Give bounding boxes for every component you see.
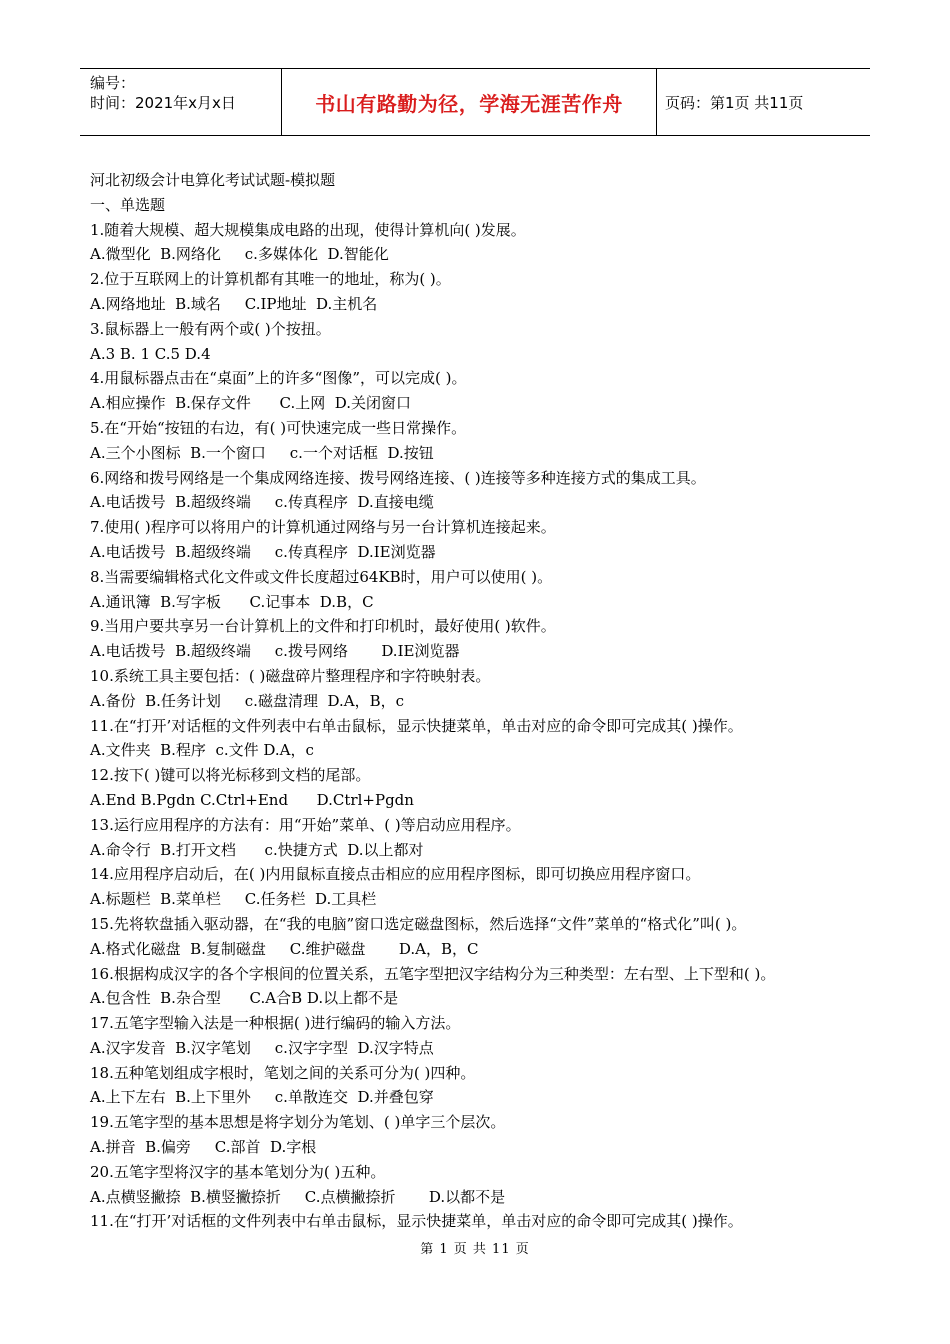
question-line: 6.网络和拨号网络是一个集成网络连接、拨号网络连接、( )连接等多种连接方式的集成工具。: [90, 468, 706, 487]
options-line: A.点横竖撇捺 B.横竖撇捺折 C.点横撇捺折 D.以都不是: [90, 1187, 506, 1206]
question-line: 15.先将软盘插入驱动器，在“我的电脑”窗口选定磁盘图标，然后选择“文件”菜单的“格式化”叫( )。: [90, 914, 747, 933]
options-line: A.汉字发音 B.汉字笔划 c.汉字字型 D.汉字特点: [90, 1038, 434, 1057]
options-line: A.包含性 B.杂合型 C.A合B D.以上都不是: [90, 989, 399, 1008]
section-heading: 一、单选题: [90, 195, 166, 214]
document-title: 河北初级会计电算化考试试题-模拟题: [90, 171, 336, 189]
question-line: 1.随着大规模、超大规模集成电路的出现，使得计算机向( )发展。: [90, 220, 526, 239]
options-line: A.微型化 B.网络化 c.多媒体化 D.智能化: [90, 245, 389, 264]
options-line: A.相应操作 B.保存文件 C.上网 D.关闭窗口: [90, 394, 412, 413]
question-line: 19.五笔字型的基本思想是将字划分为笔划、( )单字三个层次。: [90, 1113, 506, 1132]
options-line: A.3 B. 1 C.5 D.4: [90, 344, 211, 363]
options-line: A.格式化磁盘 B.复制磁盘 C.维护磁盘 D.A，B，C: [90, 939, 479, 958]
question-line: 10.系统工具主要包括：( )磁盘碎片整理程序和字符映射表。: [90, 666, 491, 685]
question-line: 20.五笔字型将汉字的基本笔划分为( )五种。: [90, 1162, 386, 1181]
question-line: 11.在“打开’对话框的文件列表中右单击鼠标，显示快捷菜单，单击对应的命令即可完成其( )操作。: [90, 716, 743, 735]
page-footer: 第 1 页 共 11 页: [420, 1242, 530, 1257]
question-line: 13.运行应用程序的方法有：用“开始”菜单、( )等启动应用程序。: [90, 815, 521, 834]
options-line: A.备份 B.任务计划 c.磁盘清理 D.A，B，c: [90, 691, 404, 710]
options-line: A.End B.Pgdn C.Ctrl+End D.Ctrl+Pgdn: [90, 790, 414, 809]
options-line: A.拼音 B.偏旁 C.部首 D.字根: [90, 1138, 317, 1157]
options-line: A.三个小图标 B.一个窗口 c.一个对话框 D.按钮: [90, 443, 434, 462]
options-line: A.命令行 B.打开文档 c.快捷方式 D.以上都对: [90, 840, 424, 859]
options-line: A.上下左右 B.上下里外 c.单散连交 D.并叠包穿: [90, 1088, 434, 1107]
question-line: 2.位于互联网上的计算机都有其唯一的地址，称为( )。: [90, 270, 451, 289]
question-line: 5.在“开始“按钮的右边，有( )可快速完成一些日常操作。: [90, 418, 467, 437]
question-line: 8.当需要编辑格式化文件或文件长度超过64KB时，用户可以使用( )。: [90, 567, 553, 586]
document-body: [90, 168, 870, 1234]
question-line: 9.当用户要共享另一台计算机上的文件和打印机时，最好使用( )软件。: [90, 617, 556, 636]
header-motto: 书山有路勤为径，学海无涯苦作舟: [315, 91, 623, 116]
question-line: 16.根据构成汉字的各个字根间的位置关系，五笔字型把汉字结构分为三种类型：左右型、上下型和( )。: [90, 964, 776, 983]
options-line: A.电话拨号 B.超级终端 c.拨号网络 D.IE浏览器: [90, 642, 460, 661]
question-line: 7.使用( )程序可以将用户的计算机通过网络与另一台计算机连接起来。: [90, 518, 556, 537]
question-line: 11.在“打开’对话框的文件列表中右单击鼠标，显示快捷菜单，单击对应的命令即可完成其( )操作。: [90, 1212, 743, 1231]
question-line: 12.按下( )键可以将光标移到文档的尾部。: [90, 766, 371, 785]
page-header: [80, 68, 870, 136]
header-page-info: 页码：第1页 共11页: [665, 93, 804, 112]
question-line: 17.五笔字型输入法是一种根据( )进行编码的输入方法。: [90, 1014, 461, 1033]
header-meta: [90, 73, 285, 113]
options-line: A.电话拨号 B.超级终端 c.传真程序 D.IE浏览器: [90, 542, 436, 561]
options-line: A.标题栏 B.菜单栏 C.任务栏 D.工具栏: [90, 890, 377, 909]
options-line: A.文件夹 B.程序 c.文件 D.A，c: [90, 741, 314, 760]
question-line: 14.应用程序启动后，在( )内用鼠标直接点击相应的应用程序图标，即可切换应用程序窗口。: [90, 865, 701, 884]
question-line: 4.用鼠标器点击在“桌面”上的许多“图像”，可以完成( )。: [90, 369, 467, 388]
date-label: 时间：2021年x月x日: [90, 94, 236, 112]
options-line: A.网络地址 B.域名 C.IP地址 D.主机名: [90, 294, 378, 313]
options-line: A.通讯簿 B.写字板 C.记事本 D.B，C: [90, 592, 374, 611]
question-line: 3.鼠标器上一般有两个或( )个按扭。: [90, 319, 331, 338]
options-line: A.电话拨号 B.超级终端 c.传真程序 D.直接电缆: [90, 493, 434, 512]
header-divider-right: [656, 69, 657, 135]
serial-label: 编号：: [90, 74, 136, 92]
question-line: 18.五种笔划组成字根时，笔划之间的关系可分为( )四种。: [90, 1063, 476, 1082]
